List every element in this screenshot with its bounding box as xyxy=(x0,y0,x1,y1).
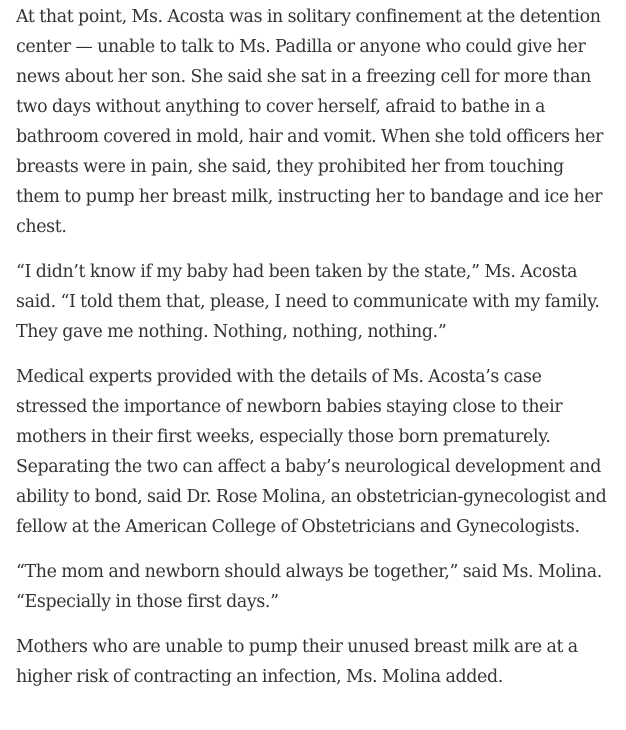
article-paragraph: Mothers who are unable to pump their unused breast milk are at a higher risk of contracting an infection, Ms. Molina added. xyxy=(16,637,578,687)
article-paragraph: At that point, Ms. Acosta was in solitary confinement at the detention center — unable to talk to Ms. Padilla or anyone who could give her news about her son. She said she sat in a freezing cell for more than two days without anything to cover herself, afraid to bathe in a bathroom covered in mold, hair and vomit. When she told officers her breasts were in pain, she said, they prohibited her from touching them to pump her breast milk, instructing her to bandage and ice her chest. xyxy=(16,7,604,237)
article-paragraph: Medical experts provided with the details of Ms. Acosta’s case stressed the importance of newborn babies staying close to their mothers in their first weeks, especially those born prematurely. Separating the two can affect a baby’s neurological development and ability to bond, said Dr. Rose Molina, an obstetrician-gynecologist and fellow at the American College of Obstetricians and Gynecologists. xyxy=(16,367,607,537)
article-paragraph: “I didn’t know if my baby had been taken by the state,” Ms. Acosta said. “I told them that, please, I need to communicate with my family. They gave me nothing. Nothing, nothing, nothing.” xyxy=(16,262,600,342)
article-paragraph: “The mom and newborn should always be together,” said Ms. Molina. “Especially in those first days.” xyxy=(16,562,602,612)
